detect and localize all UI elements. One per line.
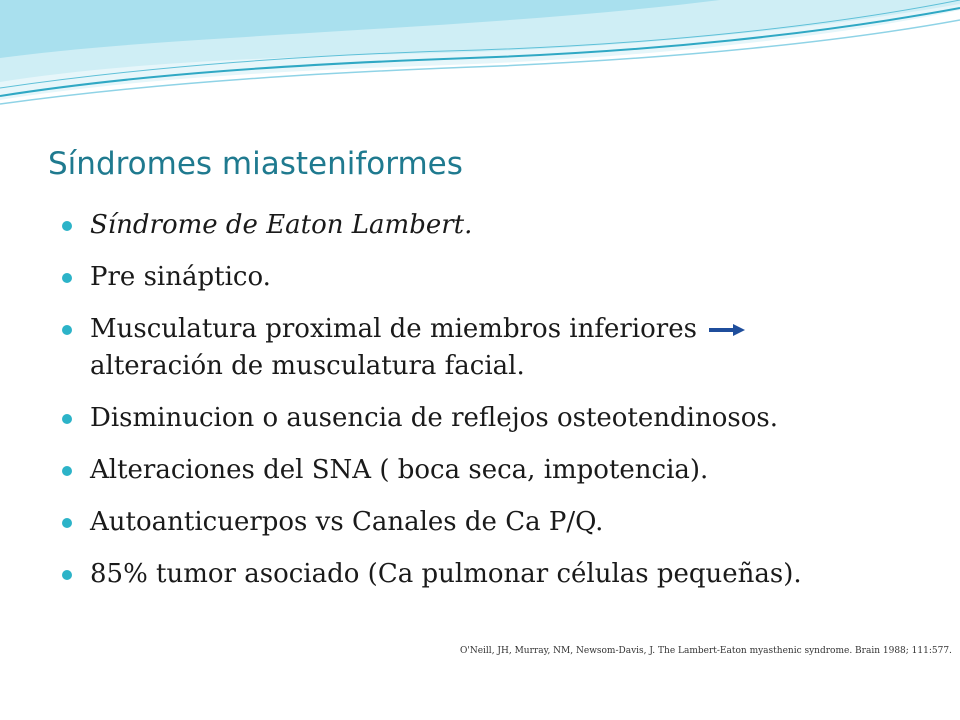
bullet-text: Síndrome de Eaton Lambert. xyxy=(90,210,473,240)
bullet-item xyxy=(60,259,940,296)
bullet-dot-icon xyxy=(62,221,72,231)
bullet-item xyxy=(60,504,940,541)
bullet-item xyxy=(60,452,940,489)
bullet-dot-icon xyxy=(62,325,72,335)
bullet-item xyxy=(60,311,940,385)
bullet-text: Disminucion o ausencia de reflejos osteotendinosos. xyxy=(90,403,778,433)
bullet-text-continuation: alteración de musculatura facial. xyxy=(90,351,525,381)
bullet-text: Alteraciones del SNA ( boca seca, impotencia). xyxy=(90,455,709,485)
bullet-dot-icon xyxy=(62,414,72,424)
bullet-dot-icon xyxy=(62,466,72,476)
bullet-item xyxy=(60,207,940,244)
bullet-text: 85% tumor asociado (Ca pulmonar células pequeñas). xyxy=(90,559,802,589)
bullet-text: Pre sináptico. xyxy=(90,262,271,292)
bullet-text: Autoanticuerpos vs Canales de Ca P/Q. xyxy=(90,507,604,537)
bullet-text: Musculatura proximal de miembros inferiores xyxy=(90,314,697,344)
bullet-dot-icon xyxy=(62,570,72,580)
bullet-list xyxy=(60,207,940,608)
bullet-item xyxy=(60,400,940,437)
bullet-dot-icon xyxy=(62,518,72,528)
right-arrow-icon xyxy=(709,323,745,337)
header-wave-decoration xyxy=(0,0,960,120)
bullet-item xyxy=(60,556,940,593)
reference-citation: O'Neill, JH, Murray, NM, Newsom-Davis, J. The Lambert-Eaton myasthenic syndrome. Brain 1988; 111:577. xyxy=(460,646,952,656)
slide-title: Síndromes miasteniformes xyxy=(48,146,463,182)
bullet-dot-icon xyxy=(62,273,72,283)
